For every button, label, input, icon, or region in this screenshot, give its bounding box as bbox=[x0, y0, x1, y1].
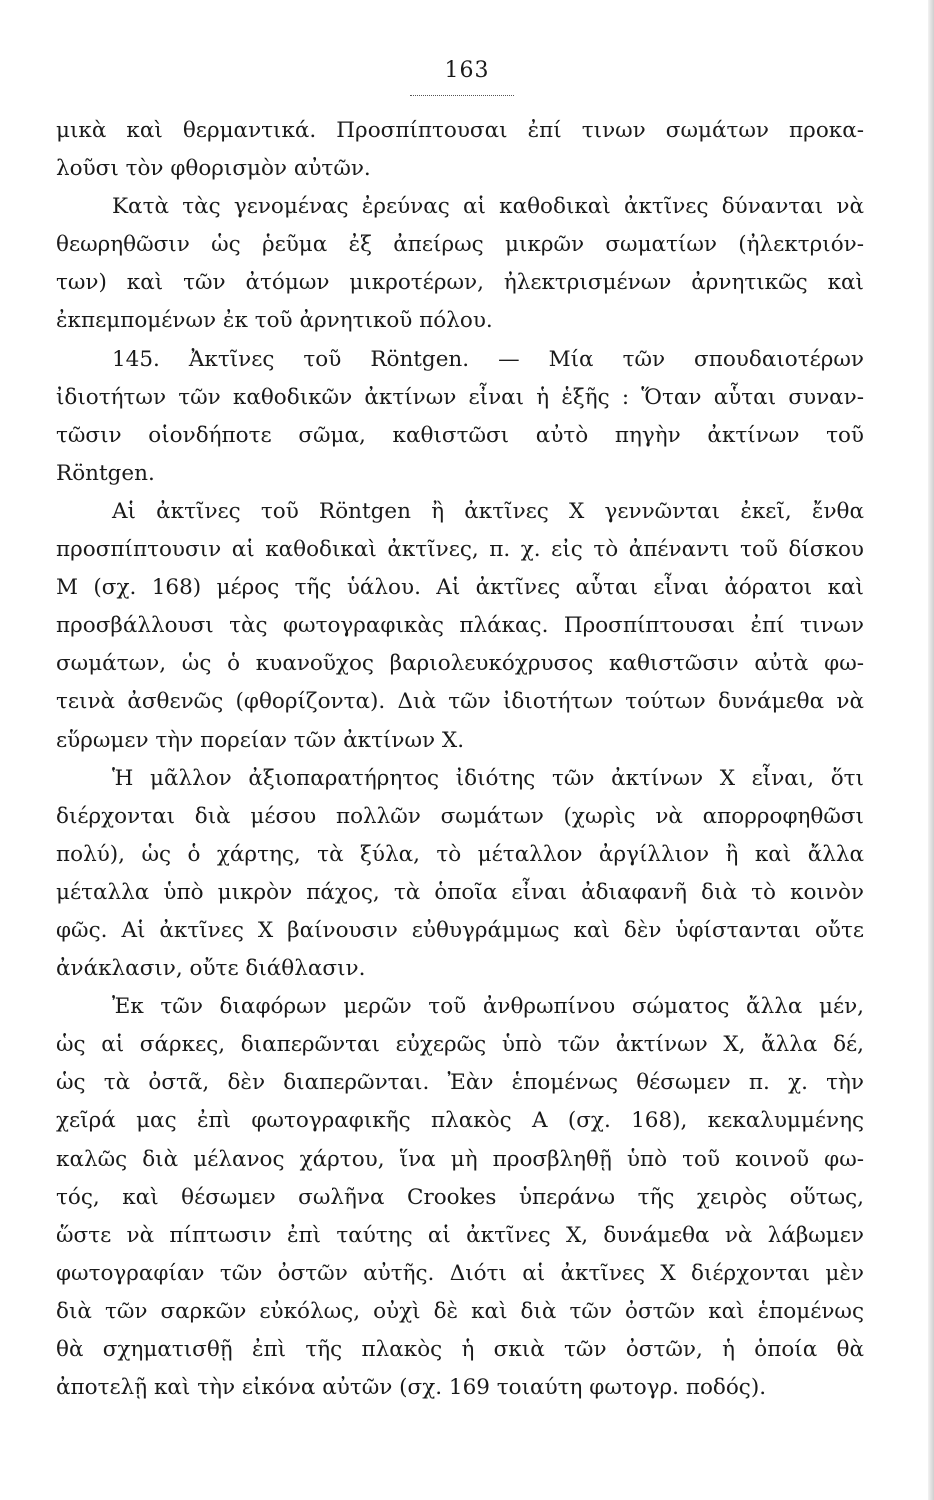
text-line: φῶς. Αἱ ἀκτῖνες X βαίνουσιν εὐθυγράμμως καὶ δὲν ὑφίστανται οὔτε bbox=[56, 917, 864, 943]
text-line: Röntgen. bbox=[56, 460, 155, 486]
page-number: 163 bbox=[444, 58, 490, 83]
text-line: Ἡ μᾶλλον ἀξιοπαρατήρητος ἰδιότης τῶν ἀκτίνων X εἶναι, ὅτι bbox=[112, 765, 864, 791]
text-line: ἐκπεμπομένων ἐκ τοῦ ἀρνητικοῦ πόλου. bbox=[56, 308, 493, 334]
text-line: ὡς αἱ σάρκες, διαπερῶνται εὐχερῶς ὑπὸ τῶν ἀκτίνων X, ἄλλα δέ, bbox=[56, 1032, 864, 1058]
text-line: ἰδιοτήτων τῶν καθοδικῶν ἀκτίνων εἶναι ἡ ἑξῆς : Ὅταν αὗται συναν- bbox=[56, 384, 864, 410]
text-line: λοῦσι τὸν φθορισμὸν αὐτῶν. bbox=[56, 156, 371, 182]
text-line: θὰ σχηματισθῇ ἐπὶ τῆς πλακὸς ἡ σκιὰ τῶν ὀστῶν, ἡ ὁποία θὰ bbox=[56, 1337, 864, 1362]
text-line: προσπίπτουσιν αἱ καθοδικαὶ ἀκτῖνες, π. χ. εἰς τὸ ἀπέναντι τοῦ δίσκου bbox=[56, 537, 864, 563]
text-line: διέρχονται διὰ μέσου πολλῶν σωμάτων (χωρὶς νὰ απορροφηθῶσι bbox=[56, 803, 864, 829]
page-number-rule bbox=[410, 95, 514, 96]
text-line: διὰ τῶν σαρκῶν εὐκόλως, οὐχὶ δὲ καὶ διὰ τῶν ὀστῶν καὶ ἑπομένως bbox=[56, 1298, 864, 1324]
page-edge-shadow bbox=[928, 0, 934, 1500]
text-line: εὕρωμεν τὴν πορείαν τῶν ἀκτίνων X. bbox=[56, 727, 465, 753]
text-line: σωμάτων, ὡς ὁ κυανοῦχος βαριολευκόχρυσος καθιστῶσιν αὐτὰ φω- bbox=[56, 651, 864, 677]
text-line: Αἱ ἀκτῖνες τοῦ Röntgen ἢ ἀκτῖνες X γεννῶνται ἐκεῖ, ἔνθα bbox=[112, 498, 864, 524]
text-line: μικὰ καὶ θερμαντικά. Προσπίπτουσαι ἐπί τινων σωμάτων προκα- bbox=[56, 118, 864, 143]
text-line: ἀνάκλασιν, οὔτε διάθλασιν. bbox=[56, 956, 366, 982]
text-line: τεινὰ ἀσθενῶς (φθορίζοντα). Διὰ τῶν ἰδιοτήτων τούτων δυνάμεθα νὰ bbox=[56, 689, 864, 715]
text-line: ὥστε νὰ πίπτωσιν ἐπὶ ταύτης αἱ ἀκτῖνες X, δυνάμεθα νὰ λάβωμεν bbox=[56, 1222, 864, 1248]
text-line: καλῶς διὰ μέλανος χάρτου, ἵνα μὴ προσβληθῇ ὑπὸ τοῦ κοινοῦ φω- bbox=[56, 1146, 864, 1172]
body-text bbox=[56, 112, 864, 1407]
text-line: M (σχ. 168) μέρος τῆς ὑάλου. Αἱ ἀκτῖνες αὗται εἶναι ἀόρατοι καὶ bbox=[56, 575, 864, 601]
text-line: των) καὶ τῶν ἀτόμων μικροτέρων, ἠλεκτρισμένων ἀρνητικῶς καὶ bbox=[56, 270, 864, 296]
section-heading-line: 145. Ἀκτῖνες τοῦ Röntgen. — Μία τῶν σπουδαιοτέρων bbox=[112, 346, 864, 372]
text-line: θεωρηθῶσιν ὡς ῥεῦμα ἐξ ἀπείρως μικρῶν σωματίων (ἠλεκτριόν- bbox=[56, 232, 864, 258]
text-line: Ἐκ τῶν διαφόρων μερῶν τοῦ ἀνθρωπίνου σώματος ἄλλα μέν, bbox=[112, 994, 864, 1020]
text-line: πολύ), ὡς ὁ χάρτης, τὰ ξύλα, τὸ μέταλλον ἀργίλλιον ἢ καὶ ἄλλα bbox=[56, 841, 864, 867]
text-line: τός, καὶ θέσωμεν σωλῆνα Crookes ὑπεράνω τῆς χειρὸς οὕτως, bbox=[56, 1184, 864, 1210]
text-line: προσβάλλουσι τὰς φωτογραφικὰς πλάκας. Προσπίπτουσαι ἐπί τινων bbox=[56, 613, 864, 639]
text-line: ἀποτελῇ καὶ τὴν εἰκόνα αὐτῶν (σχ. 169 τοιαύτη φωτογρ. ποδός). bbox=[56, 1375, 767, 1401]
text-line: φωτογραφίαν τῶν ὀστῶν αὐτῆς. Διότι αἱ ἀκτῖνες X διέρχονται μὲν bbox=[56, 1260, 864, 1286]
text-line: χεῖρά μας ἐπὶ φωτογραφικῆς πλακὸς A (σχ. 168), κεκαλυμμένης bbox=[56, 1108, 864, 1134]
text-line: τῶσιν οἱονδήποτε σῶμα, καθιστῶσι αὐτὸ πηγὴν ἀκτίνων τοῦ bbox=[56, 422, 864, 448]
text-line: Κατὰ τὰς γενομένας ἐρεύνας αἱ καθοδικαὶ ἀκτῖνες δύνανται νὰ bbox=[112, 194, 864, 220]
text-line: μέταλλα ὑπὸ μικρὸν πάχος, τὰ ὁποῖα εἶναι ἀδιαφανῆ διὰ τὸ κοινὸν bbox=[56, 879, 864, 905]
text-line: ὡς τὰ ὀστᾶ, δὲν διαπερῶνται. Ἐὰν ἑπομένως θέσωμεν π. χ. τὴν bbox=[56, 1070, 864, 1096]
